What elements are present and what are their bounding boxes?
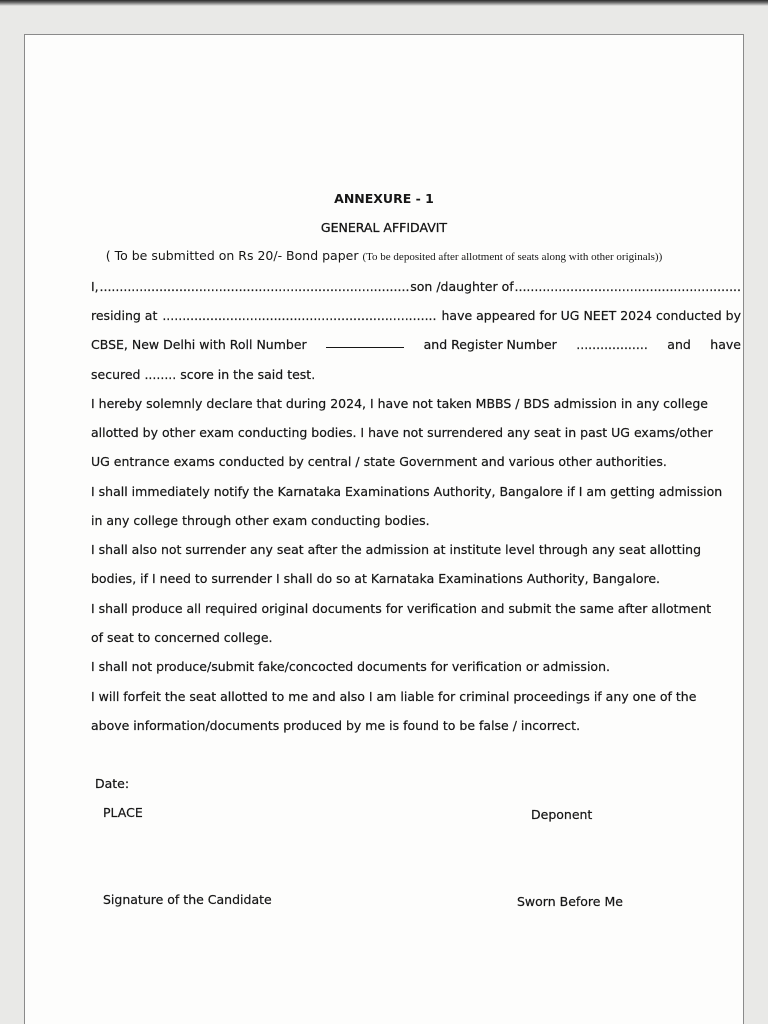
- candidate-signature-label: Signature of the Candidate: [103, 892, 272, 907]
- and-word: and: [667, 337, 691, 352]
- affidavit-page: [24, 34, 744, 1024]
- declaration-4-line-1: I shall produce all required original documents for verification and submit the same after allotment: [91, 601, 712, 616]
- deponent-label: Deponent: [531, 807, 593, 822]
- score-line: secured ........ score in the said test.: [91, 367, 316, 382]
- parent-name-blank: .........................................................: [514, 279, 741, 294]
- bond-paper-note-main: ( To be submitted on Rs 20/- Bond paper: [105, 248, 363, 263]
- roll-number-line: [91, 337, 741, 352]
- top-edge-shadow: [0, 0, 768, 6]
- appeared-text: have appeared for UG NEET 2024 conducted by: [441, 308, 741, 323]
- roll-number-label: CBSE, New Delhi with Roll Number: [91, 337, 307, 352]
- declaration-4-line-2: of seat to concerned college.: [91, 630, 273, 645]
- sworn-before-me-label: Sworn Before Me: [517, 894, 623, 909]
- declaration-6-line-1: I will forfeit the seat allotted to me and also I am liable for criminal proceedings if any one of the: [91, 689, 697, 704]
- affidavit-title: GENERAL AFFIDAVIT: [320, 220, 448, 235]
- name-line: [91, 279, 741, 294]
- declaration-1-line-3: UG entrance exams conducted by central / state Government and various other authorities.: [91, 454, 667, 469]
- residing-label: residing at: [91, 308, 158, 323]
- declaration-3-line-2: bodies, if I need to surrender I shall do so at Karnataka Examinations Authority, Bangalore.: [91, 571, 661, 586]
- declaration-1-line-1: I hereby solemnly declare that during 2024, I have not taken MBBS / BDS admission in any college: [91, 396, 708, 411]
- declaration-2-line-1: I shall immediately notify the Karnataka Examinations Authority, Bangalore if I am getting admission: [91, 484, 723, 499]
- name-blank: ..............................................................................: [99, 279, 410, 294]
- declaration-5-line-1: I shall not produce/submit fake/concocted documents for verification or admission.: [91, 659, 610, 674]
- address-blank: .....................................................................: [162, 308, 437, 323]
- roll-number-blank: [326, 337, 404, 348]
- have-word: have: [710, 337, 741, 352]
- bond-paper-note-deposit: (To be deposited after allotment of seats along with other originals)): [362, 251, 663, 263]
- annexure-title: ANNEXURE - 1: [334, 191, 434, 206]
- register-number-label: and Register Number: [423, 337, 557, 352]
- register-number-blank: ..................: [576, 337, 648, 352]
- residence-line: [91, 308, 741, 323]
- declaration-1-line-2: allotted by other exam conducting bodies. I have not surrendered any seat in past UG exams/other: [91, 425, 713, 440]
- declaration-6-line-2: above information/documents produced by me is found to be false / incorrect.: [91, 718, 581, 733]
- declaration-2-line-2: in any college through other exam conducting bodies.: [91, 513, 430, 528]
- place-label: PLACE: [103, 805, 143, 820]
- pronoun-label: I,: [91, 279, 99, 294]
- son-daughter-label: son /daughter of: [410, 279, 514, 294]
- date-label: Date:: [95, 776, 130, 791]
- bond-paper-note: [25, 248, 743, 263]
- declaration-3-line-1: I shall also not surrender any seat after the admission at institute level through any seat allotting: [91, 542, 702, 557]
